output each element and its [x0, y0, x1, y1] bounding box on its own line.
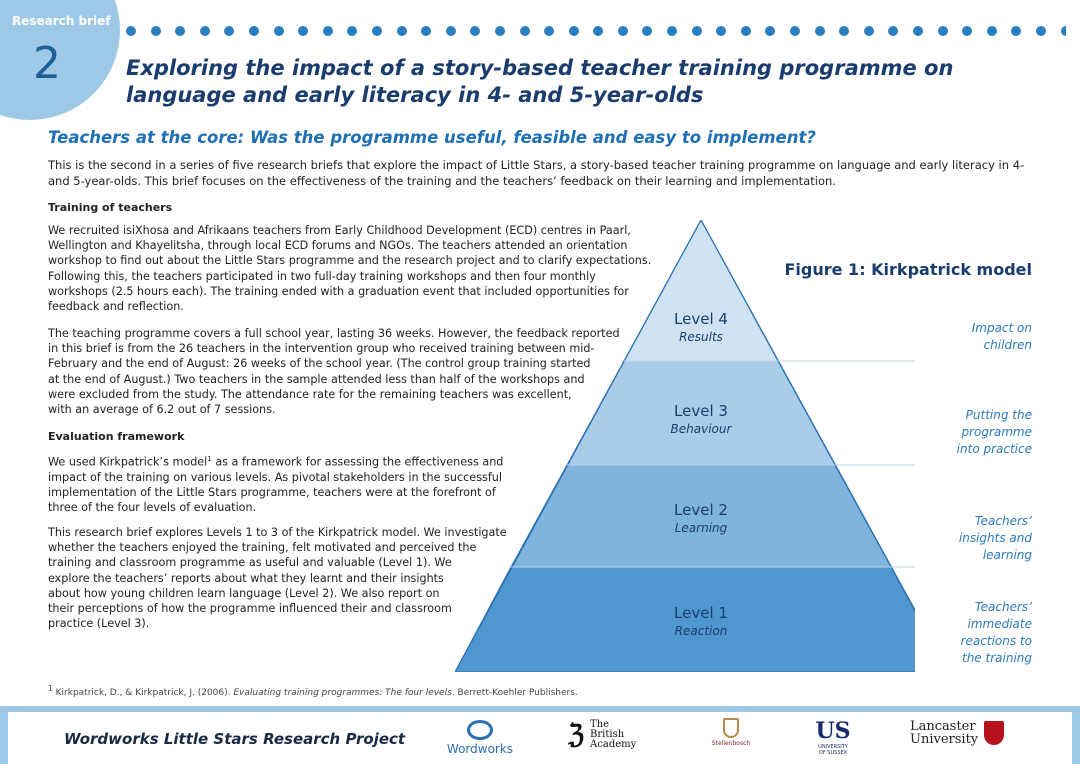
footnote: $^1$ Kirkpatrick, D., & Kirkpatrick, J. (2006). Evaluating training programmes: The four levels. Berrett-Koehler Publishers. [48, 684, 578, 698]
dot-icon [372, 26, 382, 36]
dot-icon [126, 26, 136, 36]
dot-icon [175, 26, 185, 36]
text-line: at the end of August.) Two teachers in the sample attended less than half of the workshops and [48, 372, 585, 386]
dot-icon [1011, 26, 1021, 36]
description-line: the training [962, 651, 1032, 665]
description-line: Putting the [965, 408, 1032, 422]
evaluation-paragraph-1: We used Kirkpatrick’s model$^1$ as a framework for assessing the effectiveness and impact of the training on various levels. As pivotal stakeholders in the successful implementation of the Little Stars programme, teachers were at the forefront of three of the four levels of evaluation. [48, 455, 504, 515]
dot-icon [913, 26, 923, 36]
dot-icon [446, 26, 456, 36]
dot-icon [347, 26, 357, 36]
dot-icon [569, 26, 579, 36]
text-line: February and the end of August: 26 weeks of the school year. (The control group training started [48, 357, 591, 371]
lancaster-crest-icon [984, 721, 1004, 745]
level-2-label: Level 2 Learning [674, 501, 728, 535]
dot-icon [298, 26, 308, 36]
text-line: Wellington and Khayelitsha, through local ECD forums and NGOs. The teachers attended an orientation [48, 239, 628, 253]
text-line: feedback and reflection. [48, 300, 184, 314]
dot-icon [938, 26, 948, 36]
level-1-label: Level 1 Reaction [674, 604, 728, 638]
dot-icon [864, 26, 874, 36]
british-academy-logo: ℨ The British Academy [568, 719, 637, 750]
text-line: their perceptions of how the programme influenced their and classroom [48, 602, 452, 616]
text-line: whether the teachers enjoyed the training, felt motivated and perceived the [48, 541, 477, 555]
text-line: explore the teachers’ reports about what they learnt and their insights [48, 571, 444, 585]
dot-icon [200, 26, 210, 36]
text-line: about how young children learn language (Level 2). We also report on [48, 586, 440, 600]
dot-icon [962, 26, 972, 36]
dot-icon [642, 26, 652, 36]
text-line: practice (Level 3). [48, 617, 150, 631]
dot-icon [397, 26, 407, 36]
text-line: training and classroom programme as useful and valuable (Level 1). We [48, 556, 452, 570]
dot-icon [520, 26, 530, 36]
dot-icon [790, 26, 800, 36]
dot-icon [151, 26, 161, 36]
description-line: Impact on [971, 321, 1032, 335]
dot-icon [544, 26, 554, 36]
page-title: Exploring the impact of a story-based teacher training programme on language and early literacy in 4- and 5-year-olds [126, 56, 954, 107]
evaluation-paragraph-2 [48, 525, 507, 631]
dot-icon [1036, 26, 1046, 36]
british-academy-mark-icon: ℨ [568, 720, 585, 750]
stellenbosch-logo: Stellenbosch [706, 718, 756, 747]
dot-icon [1061, 26, 1066, 36]
dot-icon [667, 26, 677, 36]
text-line: impact of the training on various levels. As pivotal stakeholders in the successful [48, 470, 502, 484]
lancaster-logo: Lancaster University [910, 720, 1004, 746]
badge-label: Research brief [12, 14, 111, 28]
description-line: reactions to [960, 634, 1032, 648]
wordworks-mark-icon [467, 720, 493, 740]
text-line: were excluded from the study. The attendance rate for the remaining teachers was excellent, [48, 387, 572, 401]
level-1-description [922, 599, 1032, 667]
text-line: This research brief explores Levels 1 to 3 of the Kirkpatrick model. We investigate [48, 526, 507, 539]
text-line: in this brief is from the 26 teachers in the intervention group who received training between mid- [48, 342, 595, 356]
text-line: implementation of the Little Stars programme, teachers were at the forefront of [48, 486, 496, 500]
dot-icon [249, 26, 259, 36]
description-line: insights and [958, 531, 1032, 545]
dot-icon [741, 26, 751, 36]
wordworks-logo: Wordworks [440, 720, 520, 756]
level-3-label: Level 3 Behaviour [670, 402, 732, 436]
evaluation-heading: Evaluation framework [48, 430, 185, 443]
dot-icon [815, 26, 825, 36]
dot-icon [495, 26, 505, 36]
dot-icon [765, 26, 775, 36]
dot-icon [987, 26, 997, 36]
dot-icon [839, 26, 849, 36]
description-line: learning [982, 548, 1032, 562]
level-3-description [922, 407, 1032, 458]
dot-icon [421, 26, 431, 36]
text-line: with an average of 6.2 out of 7 sessions. [48, 403, 276, 417]
text-line: The teaching programme covers a full school year, lasting 36 weeks. However, the feedback reported [48, 327, 620, 340]
sussex-logo: US UNIVERSITY OF SUSSEX [815, 718, 851, 756]
text-line: workshops (2.5 hours each). The training ended with a graduation event that included opportunities for [48, 284, 629, 298]
dot-rule [126, 26, 1066, 38]
footer [0, 706, 1080, 764]
dot-icon [593, 26, 603, 36]
text-line: Following this, the teachers participated in two full-day training workshops and then four monthly [48, 269, 596, 283]
dot-icon [323, 26, 333, 36]
training-heading: Training of teachers [48, 201, 173, 214]
dot-icon [716, 26, 726, 36]
stellenbosch-crest-icon [723, 718, 739, 738]
dot-icon [692, 26, 702, 36]
description-line: immediate [967, 617, 1032, 631]
project-name: Wordworks Little Stars Research Project [64, 730, 406, 748]
level-4-description [922, 320, 1032, 354]
description-line: Teachers’ [974, 600, 1032, 614]
level-2-description [922, 513, 1032, 564]
description-line: into practice [956, 442, 1032, 456]
level-4-label: Level 4 Results [674, 310, 728, 344]
description-line: programme [961, 425, 1032, 439]
text-line: workshop to find out about the Little Stars programme and the research project and to clarify expectations. [48, 254, 652, 268]
description-line: children [983, 338, 1032, 352]
dot-icon [470, 26, 480, 36]
footer-panel [8, 712, 1072, 764]
page-subtitle: Teachers at the core: Was the programme useful, feasible and easy to implement? [48, 128, 816, 147]
intro-paragraph: This is the second in a series of five research briefs that explore the impact of Little Stars, a story-based teacher training programme on language and early literacy in 4- and 5-year-olds. This brief focuses on the effectiveness of the training and the teachers’ feedback on their learning and implementation. [48, 158, 1025, 188]
dot-icon [274, 26, 284, 36]
text-line: We recruited isiXhosa and Afrikaans teachers from Early Childhood Development (ECD) centres in Paarl, [48, 224, 631, 237]
figure-title: Figure 1: Kirkpatrick model [784, 260, 1032, 279]
dot-icon [618, 26, 628, 36]
dot-icon [888, 26, 898, 36]
text-line: three of the four levels of evaluation. [48, 501, 257, 515]
badge-number: 2 [33, 38, 61, 89]
dot-icon [224, 26, 234, 36]
description-line: Teachers’ [974, 514, 1032, 528]
